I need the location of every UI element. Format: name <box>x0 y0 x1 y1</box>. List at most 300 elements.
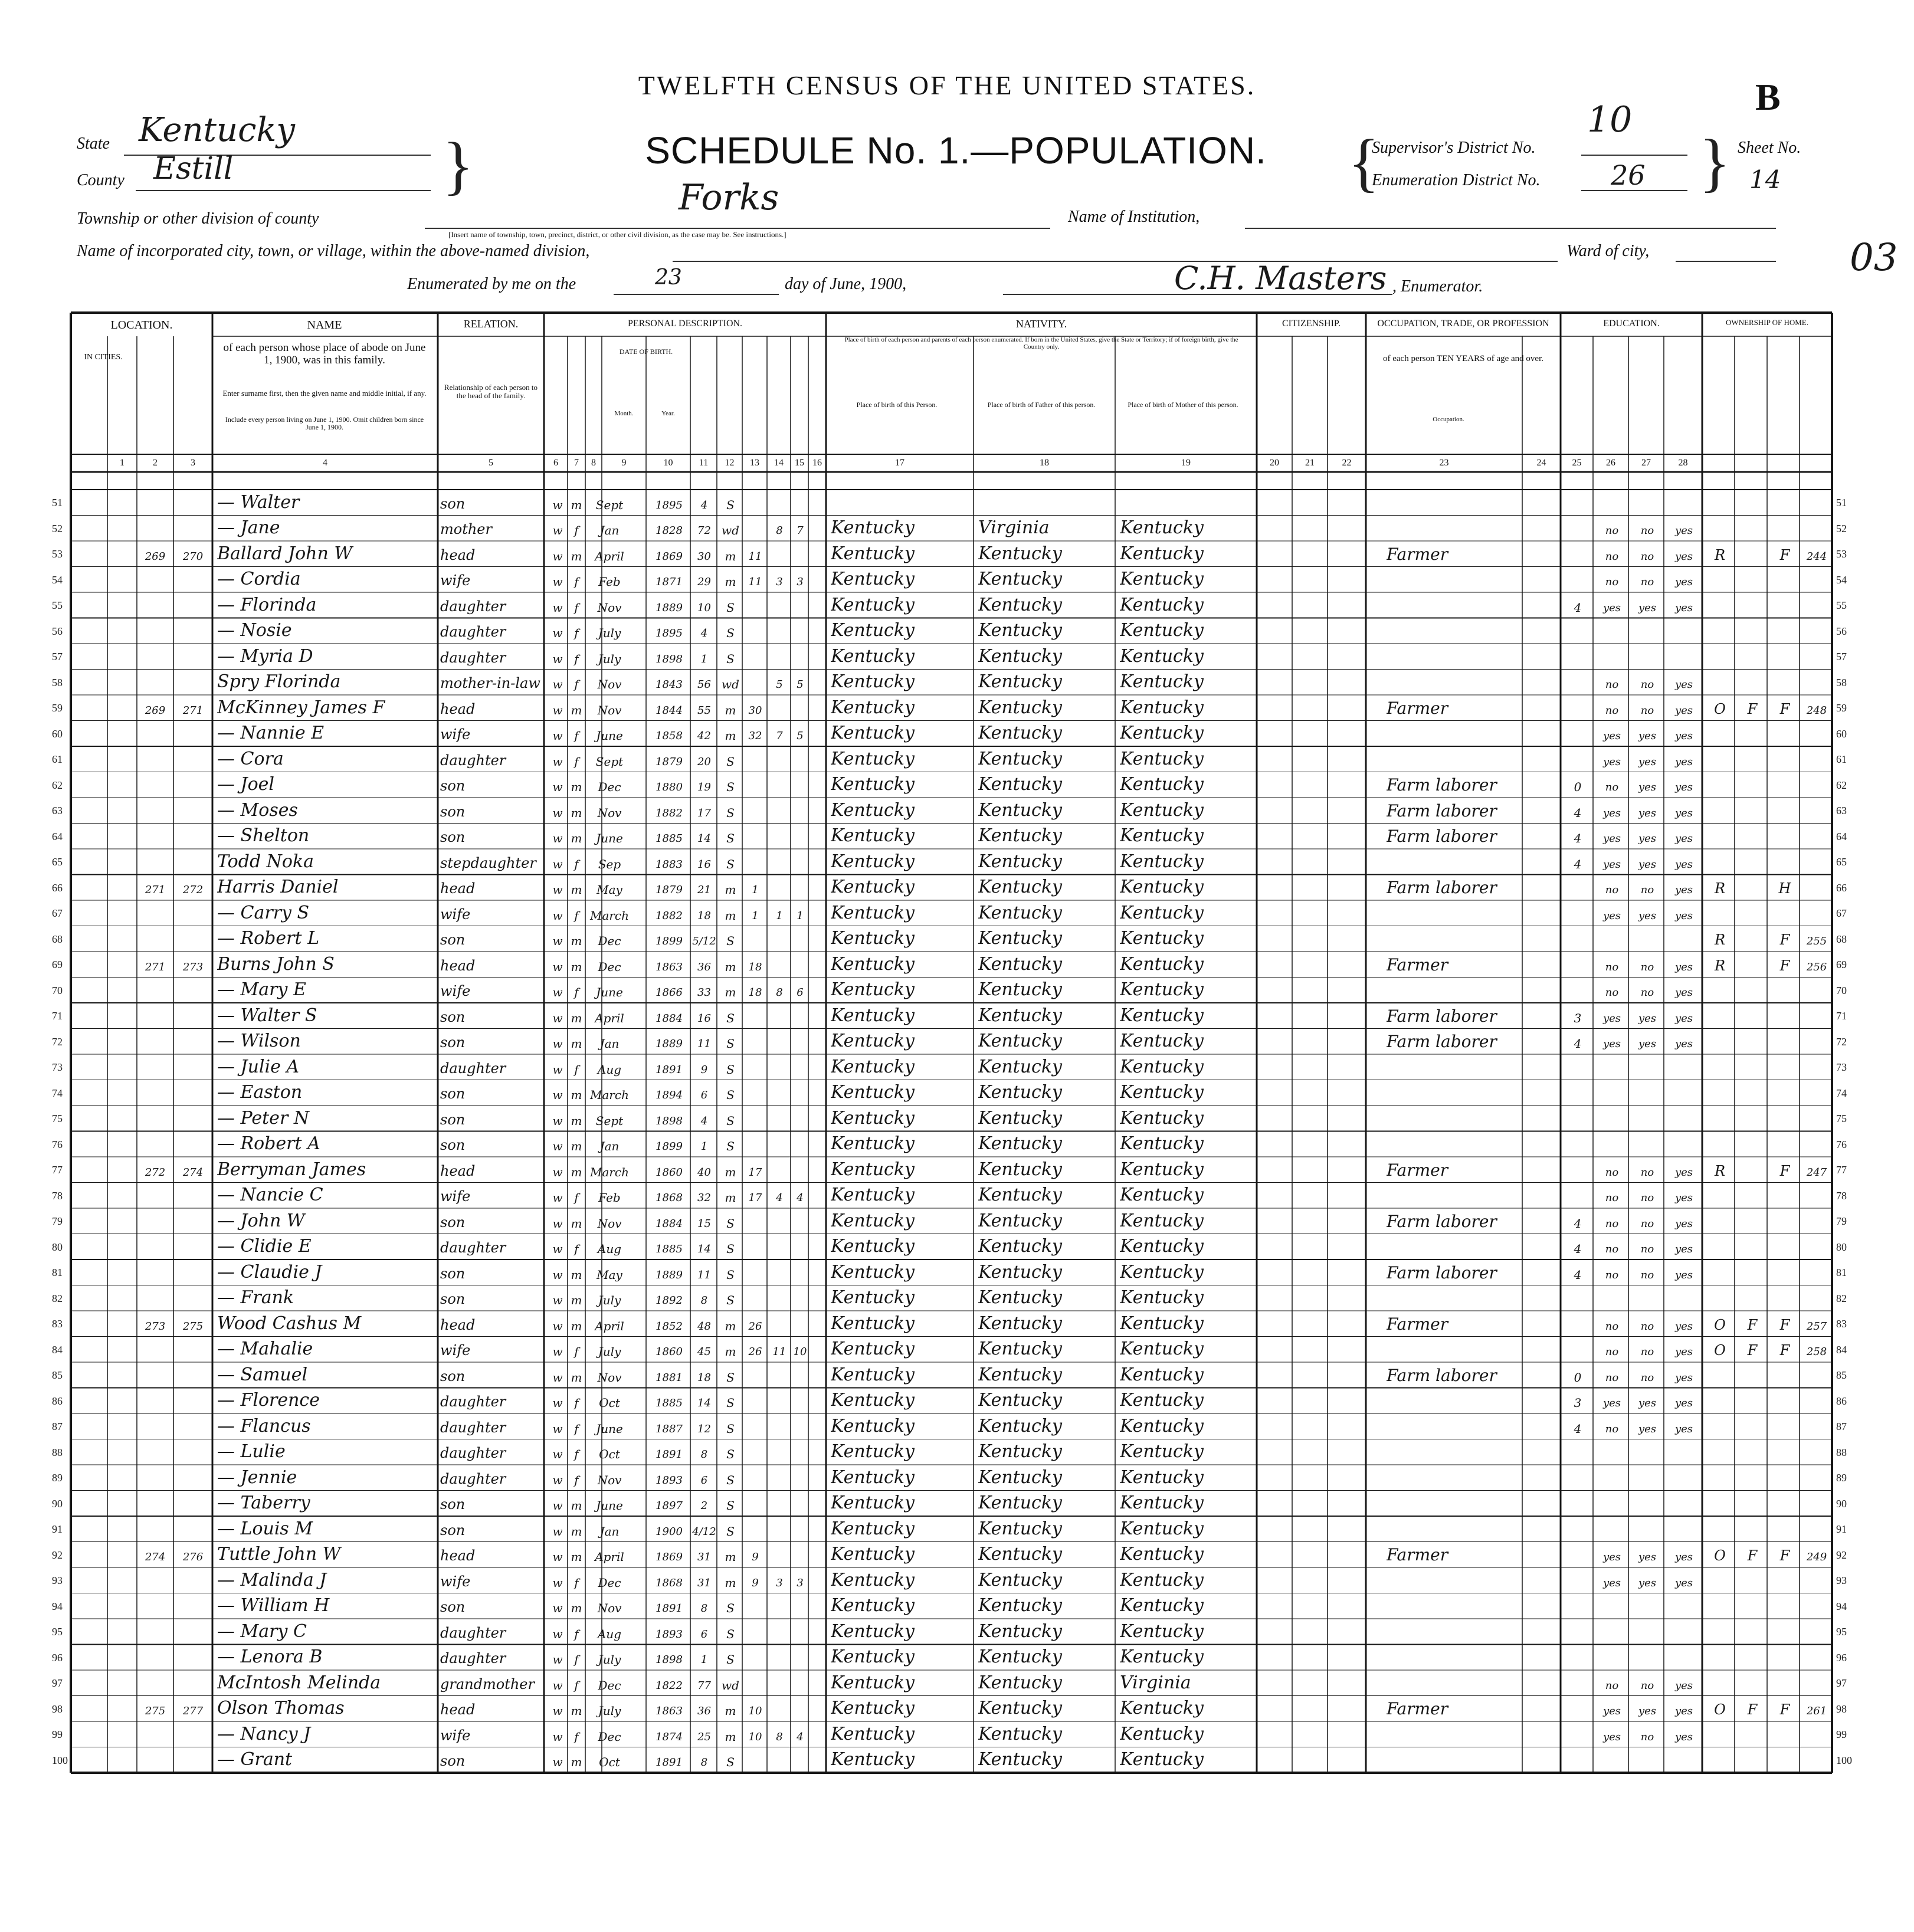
column-number: 1 <box>120 458 124 468</box>
birthplace-mother: Kentucky <box>1120 1339 1204 1359</box>
mother-of: 3 <box>776 576 783 588</box>
can-speak-english: yes <box>1674 1268 1693 1281</box>
can-read: no <box>1605 1346 1619 1358</box>
birth-month: Nov <box>597 1216 622 1231</box>
age: 6 <box>700 1628 708 1641</box>
birth-month: Feb <box>598 1190 621 1205</box>
birthplace-person: Kentucky <box>831 1698 915 1718</box>
birth-year: 1892 <box>656 1294 683 1307</box>
header-nativity-desc: Place of birth of each person and parents of each person enumerated. If born in the United States, give the State or Territory; if of foreign birth, give the Country only. <box>844 336 1238 351</box>
conjugal-condition: S <box>726 1293 735 1307</box>
can-write: yes <box>1638 755 1657 768</box>
color-race: w <box>552 1165 563 1179</box>
line-number: 69 <box>52 959 63 970</box>
can-speak-english: yes <box>1674 1012 1693 1025</box>
farm-schedule-number: 247 <box>1806 1166 1827 1179</box>
line-number: 64 <box>52 830 63 842</box>
relation: head <box>440 700 476 717</box>
conjugal-condition: wd <box>722 523 739 537</box>
birthplace-mother: Kentucky <box>1120 1441 1204 1462</box>
birthplace-person: Kentucky <box>831 1107 915 1129</box>
line-number: 52 <box>1836 522 1847 534</box>
birthplace-father: Kentucky <box>978 1210 1062 1231</box>
birth-month: Nov <box>597 703 622 717</box>
birthplace-person: Kentucky <box>831 1749 915 1770</box>
age: 11 <box>697 1038 711 1050</box>
birthplace-mother: Kentucky <box>1120 1467 1204 1488</box>
can-write: no <box>1640 1217 1654 1230</box>
institution-label: Name of Institution, <box>1068 208 1200 226</box>
person-name: — Cordia <box>217 569 301 589</box>
conjugal-condition: S <box>726 1370 735 1385</box>
sex: f <box>574 1652 579 1667</box>
occupation: Farm laborer <box>1387 878 1497 897</box>
person-name: Berryman James <box>217 1159 366 1180</box>
birth-month: Oct <box>599 1755 620 1769</box>
birth-month: Dec <box>598 1575 621 1590</box>
line-number: 81 <box>1836 1267 1847 1278</box>
color-race: w <box>552 1421 563 1436</box>
years-married: 26 <box>748 1346 762 1358</box>
margin-mark: 03 <box>1850 236 1898 280</box>
color-race: w <box>552 1190 563 1205</box>
person-name: — Florence <box>217 1390 320 1411</box>
age: 48 <box>697 1320 711 1333</box>
person-name: — Robert L <box>217 928 319 949</box>
color-race: w <box>552 677 563 691</box>
birthplace-father: Kentucky <box>978 1518 1062 1539</box>
enum-district-label: Enumeration District No. <box>1372 171 1541 189</box>
line-number: 55 <box>52 599 63 611</box>
children-living: 5 <box>797 678 804 691</box>
birthplace-mother: Kentucky <box>1120 1544 1204 1564</box>
birthplace-person: Kentucky <box>831 851 915 872</box>
line-number: 87 <box>52 1421 63 1432</box>
birthplace-father: Kentucky <box>978 723 1062 743</box>
person-name: — Moses <box>217 799 298 821</box>
birth-year: 1860 <box>656 1166 683 1179</box>
sex: m <box>571 780 582 794</box>
line-number: 73 <box>52 1061 63 1073</box>
birthplace-person: Kentucky <box>831 748 915 769</box>
age: 32 <box>697 1192 711 1204</box>
can-write: yes <box>1638 806 1657 819</box>
can-write: no <box>1640 576 1654 588</box>
line-number: 78 <box>52 1189 63 1202</box>
birth-year: 1860 <box>656 1346 683 1358</box>
birth-year: 1869 <box>656 1551 683 1563</box>
age: 20 <box>697 755 711 768</box>
relation: grandmother <box>440 1675 535 1692</box>
column-number: 22 <box>1342 458 1352 468</box>
birth-year: 1844 <box>656 704 683 717</box>
relation: wife <box>440 1727 471 1744</box>
person-name: — Walter S <box>217 1005 317 1026</box>
sex: f <box>574 985 579 999</box>
years-married: 10 <box>748 1730 762 1743</box>
color-race: w <box>552 1601 563 1615</box>
birthplace-father: Virginia <box>978 517 1050 538</box>
birth-month: Dec <box>598 1729 621 1744</box>
birth-year: 1874 <box>656 1730 683 1743</box>
birth-month: Jan <box>599 523 620 537</box>
conjugal-condition: S <box>726 805 735 820</box>
age: 25 <box>697 1730 711 1743</box>
dwelling-number: 269 <box>145 550 166 563</box>
can-speak-english: yes <box>1674 1679 1693 1692</box>
months-school: 4 <box>1574 1036 1582 1051</box>
relation: wife <box>440 1573 471 1590</box>
birthplace-father: Kentucky <box>978 620 1062 641</box>
relation: daughter <box>440 598 506 615</box>
age: 8 <box>700 1756 708 1769</box>
line-number: 76 <box>1836 1138 1847 1150</box>
conjugal-condition: S <box>726 600 735 615</box>
birthplace-person: Kentucky <box>831 1005 915 1026</box>
line-number: 69 <box>1836 959 1847 970</box>
can-write: yes <box>1638 601 1657 614</box>
birthplace-mother: Kentucky <box>1120 1056 1204 1077</box>
conjugal-condition: m <box>725 1344 736 1359</box>
conjugal-condition: wd <box>722 677 739 691</box>
color-race: w <box>552 626 563 640</box>
township-label: Township or other division of county <box>77 209 319 228</box>
birthplace-person: Kentucky <box>831 1390 915 1411</box>
person-name: — Jane <box>217 517 280 538</box>
birthplace-father: Kentucky <box>978 697 1062 718</box>
can-speak-english: yes <box>1674 1705 1693 1717</box>
relation: mother <box>440 521 492 537</box>
can-write: yes <box>1638 832 1657 845</box>
person-name: Tuttle John W <box>217 1544 341 1564</box>
can-speak-english: yes <box>1674 1551 1693 1563</box>
birthplace-mother: Kentucky <box>1120 1313 1204 1334</box>
line-number: 59 <box>52 702 63 714</box>
years-married: 17 <box>748 1166 762 1179</box>
relation: son <box>440 1085 466 1102</box>
birth-month: Sep <box>598 857 621 871</box>
years-married: 11 <box>748 550 762 563</box>
relation: head <box>440 546 476 563</box>
birthplace-person: Kentucky <box>831 1672 915 1693</box>
birth-year: 1898 <box>656 652 683 665</box>
color-race: w <box>552 1575 563 1590</box>
birthplace-father: Kentucky <box>978 774 1062 795</box>
color-race: w <box>552 729 563 743</box>
line-number: 61 <box>1836 753 1847 765</box>
relation: wife <box>440 726 471 743</box>
family-number: 273 <box>182 960 204 973</box>
farm-or-house: F <box>1779 1342 1790 1359</box>
line-number: 65 <box>1836 856 1847 868</box>
age: 15 <box>697 1217 711 1230</box>
age: 2 <box>700 1500 708 1512</box>
mother-of: 7 <box>776 730 783 742</box>
can-read: no <box>1605 1268 1619 1281</box>
line-number: 61 <box>52 753 63 765</box>
sex: m <box>571 1036 582 1051</box>
sex: m <box>571 1318 582 1333</box>
birth-year: 1882 <box>656 909 683 922</box>
person-name: — Peter N <box>217 1107 310 1129</box>
can-read: yes <box>1602 1576 1621 1589</box>
color-race: w <box>552 1088 563 1102</box>
birthplace-person: Kentucky <box>831 1595 915 1616</box>
sex: m <box>571 1524 582 1539</box>
birthplace-mother: Kentucky <box>1120 1107 1204 1129</box>
birth-year: 1880 <box>656 781 683 793</box>
header-in-cities: IN CITIES. <box>84 353 123 362</box>
conjugal-condition: S <box>726 1421 735 1436</box>
person-name: — Lulie <box>217 1441 286 1462</box>
can-read: no <box>1605 1217 1619 1230</box>
birth-month: June <box>596 1498 623 1513</box>
color-race: w <box>552 549 563 563</box>
relation: son <box>440 1496 466 1513</box>
person-name: — Joel <box>217 774 274 795</box>
conjugal-condition: S <box>726 1011 735 1025</box>
line-number: 71 <box>1836 1010 1847 1022</box>
months-school: 4 <box>1574 1242 1582 1256</box>
age: 4 <box>700 1114 708 1127</box>
occupation: Farmer <box>1387 1160 1448 1180</box>
sex: f <box>574 1729 579 1744</box>
can-speak-english: yes <box>1674 909 1693 922</box>
can-speak-english: yes <box>1674 1422 1693 1435</box>
birthplace-mother: Kentucky <box>1120 1287 1204 1308</box>
can-write: no <box>1640 1243 1654 1255</box>
relation: son <box>440 931 466 948</box>
line-number: 91 <box>52 1523 63 1535</box>
column-number: 11 <box>699 458 709 468</box>
color-race: w <box>552 600 563 615</box>
header-year: Year. <box>661 410 675 417</box>
birthplace-mother: Kentucky <box>1120 1005 1204 1026</box>
birth-year: 1895 <box>656 627 683 639</box>
sex: m <box>571 1267 582 1282</box>
birthplace-mother: Kentucky <box>1120 799 1204 821</box>
can-speak-english: yes <box>1674 601 1693 614</box>
farm-or-house: F <box>1779 931 1790 948</box>
line-number: 75 <box>52 1113 63 1124</box>
color-race: w <box>552 754 563 769</box>
conjugal-condition: m <box>725 1165 736 1179</box>
dwelling-number: 275 <box>145 1705 166 1717</box>
conjugal-condition: S <box>726 1652 735 1667</box>
column-number: 10 <box>663 458 673 468</box>
line-number: 74 <box>52 1087 63 1099</box>
relation: head <box>440 1316 476 1333</box>
birthplace-mother: Kentucky <box>1120 748 1204 769</box>
owned-or-rented: O <box>1714 1342 1726 1359</box>
occupation: Farm laborer <box>1387 1032 1497 1051</box>
birth-month: May <box>597 1267 622 1282</box>
birthplace-mother: Kentucky <box>1120 1082 1204 1103</box>
birthplace-mother: Kentucky <box>1120 569 1204 589</box>
age: 17 <box>697 806 711 819</box>
header-month: Month. <box>614 410 634 417</box>
farm-or-house: F <box>1779 1701 1790 1718</box>
can-speak-english: yes <box>1674 781 1693 793</box>
can-read: yes <box>1602 1012 1621 1025</box>
birth-year: 1852 <box>656 1320 683 1333</box>
can-write: yes <box>1638 1397 1657 1409</box>
owned-or-rented: R <box>1714 957 1726 974</box>
age: 6 <box>700 1474 708 1487</box>
line-number: 56 <box>1836 625 1847 637</box>
line-number: 76 <box>52 1138 63 1150</box>
farm-schedule-number: 257 <box>1806 1320 1827 1333</box>
months-school: 4 <box>1574 1421 1582 1436</box>
dwelling-number: 272 <box>145 1166 166 1179</box>
birth-year: 1884 <box>656 1012 683 1025</box>
can-read: yes <box>1602 1551 1621 1563</box>
birth-year: 1881 <box>656 1371 683 1384</box>
line-number: 65 <box>52 856 63 868</box>
column-number: 6 <box>553 458 558 468</box>
birthplace-mother: Kentucky <box>1120 1261 1204 1282</box>
birth-month: Nov <box>597 1370 622 1385</box>
state-label: State <box>77 135 110 153</box>
line-number: 58 <box>1836 676 1847 688</box>
birthplace-father: Kentucky <box>978 1005 1062 1026</box>
line-number: 73 <box>1836 1061 1847 1073</box>
person-name: Olson Thomas <box>217 1698 345 1718</box>
age: 42 <box>697 730 711 742</box>
age: 4/12 <box>692 1525 716 1538</box>
birthplace-person: Kentucky <box>831 774 915 795</box>
years-married: 9 <box>752 1576 759 1589</box>
owned-or-rented: R <box>1714 880 1726 897</box>
can-speak-english: yes <box>1674 960 1693 973</box>
occupation: Farm laborer <box>1387 1211 1497 1231</box>
header-personal: PERSONAL DESCRIPTION. <box>627 319 743 329</box>
can-speak-english: yes <box>1674 1576 1693 1589</box>
birth-month: Feb <box>598 575 621 589</box>
birth-year: 1828 <box>656 524 683 537</box>
birth-year: 1884 <box>656 1217 683 1230</box>
birthplace-father: Kentucky <box>978 799 1062 821</box>
birthplace-person: Kentucky <box>831 1569 915 1590</box>
line-number: 98 <box>52 1703 63 1715</box>
header-occupation-desc: of each person TEN YEARS of age and over. <box>1382 354 1543 363</box>
color-race: w <box>552 805 563 820</box>
line-number: 68 <box>52 933 63 945</box>
relation: daughter <box>440 1419 506 1436</box>
owned-or-rented: O <box>1714 1547 1726 1564</box>
line-number: 78 <box>1836 1189 1847 1202</box>
column-number: 13 <box>750 458 759 468</box>
can-read: no <box>1605 884 1619 896</box>
can-read: yes <box>1602 909 1621 922</box>
free-or-mortgaged: F <box>1747 700 1758 717</box>
color-race: w <box>552 1242 563 1256</box>
birthplace-mother: Kentucky <box>1120 1595 1204 1616</box>
birth-year: 1866 <box>656 986 683 999</box>
birth-year: 1899 <box>656 1140 683 1153</box>
line-number: 94 <box>52 1600 63 1612</box>
relation: head <box>440 1701 476 1718</box>
line-number: 55 <box>1836 599 1847 611</box>
farm-schedule-number: 255 <box>1806 935 1827 947</box>
person-name: McIntosh Melinda <box>217 1672 381 1693</box>
line-number: 86 <box>1836 1395 1847 1407</box>
line-number: 53 <box>1836 548 1847 560</box>
birthplace-father: Kentucky <box>978 748 1062 769</box>
farm-or-house: H <box>1778 880 1791 897</box>
birthplace-father: Kentucky <box>978 569 1062 589</box>
can-speak-english: yes <box>1674 1243 1693 1255</box>
years-married: 1 <box>752 909 759 922</box>
age: 30 <box>697 550 711 563</box>
person-name: — Grant <box>217 1749 293 1770</box>
years-married: 32 <box>748 730 762 742</box>
birthplace-father: Kentucky <box>978 1313 1062 1334</box>
birth-month: Nov <box>597 600 622 615</box>
can-read: no <box>1605 781 1619 793</box>
can-write: yes <box>1638 1038 1657 1050</box>
birth-month: July <box>598 1293 621 1307</box>
birth-year: 1898 <box>656 1114 683 1127</box>
line-number: 71 <box>52 1010 63 1022</box>
header-ownership: OWNERSHIP OF HOME. <box>1726 319 1808 327</box>
owned-or-rented: R <box>1714 546 1726 563</box>
birthplace-mother: Kentucky <box>1120 1415 1204 1436</box>
color-race: w <box>552 1318 563 1333</box>
birthplace-mother: Kentucky <box>1120 1569 1204 1590</box>
sex: f <box>574 1062 579 1077</box>
sex: m <box>571 1216 582 1231</box>
column-number: 9 <box>621 458 627 468</box>
relation: son <box>440 1111 466 1128</box>
birthplace-father: Kentucky <box>978 1185 1062 1205</box>
free-or-mortgaged: F <box>1747 1342 1758 1359</box>
sex: m <box>571 1088 582 1102</box>
age: 16 <box>697 858 711 871</box>
occupation: Farm laborer <box>1387 1262 1497 1282</box>
birthplace-person: Kentucky <box>831 1185 915 1205</box>
column-number: 17 <box>895 458 904 468</box>
relation: son <box>440 1599 466 1615</box>
birth-month: July <box>598 651 621 666</box>
mother-of: 8 <box>776 986 783 999</box>
mother-of: 11 <box>772 1346 786 1358</box>
color-race: w <box>552 1267 563 1282</box>
can-write: no <box>1640 960 1654 973</box>
birthplace-mother: Kentucky <box>1120 1185 1204 1205</box>
age: 5/12 <box>692 935 716 947</box>
can-write: no <box>1640 704 1654 717</box>
birthplace-person: Kentucky <box>831 1518 915 1539</box>
column-number: 21 <box>1305 458 1315 468</box>
sex: m <box>571 883 582 897</box>
color-race: w <box>552 1652 563 1667</box>
color-race: w <box>552 959 563 974</box>
sex: m <box>571 1139 582 1153</box>
conjugal-condition: S <box>726 626 735 640</box>
line-number: 74 <box>1836 1087 1847 1099</box>
birthplace-mother: Kentucky <box>1120 594 1204 615</box>
can-speak-english: yes <box>1674 1217 1693 1230</box>
color-race: w <box>552 575 563 589</box>
line-number: 92 <box>1836 1549 1847 1561</box>
can-speak-english: yes <box>1674 986 1693 999</box>
sex: f <box>574 575 579 589</box>
conjugal-condition: S <box>726 1755 735 1769</box>
birth-month: April <box>595 1011 624 1025</box>
enumerated-suffix: day of June, 1900, <box>785 275 907 293</box>
birthplace-person: Kentucky <box>831 799 915 821</box>
